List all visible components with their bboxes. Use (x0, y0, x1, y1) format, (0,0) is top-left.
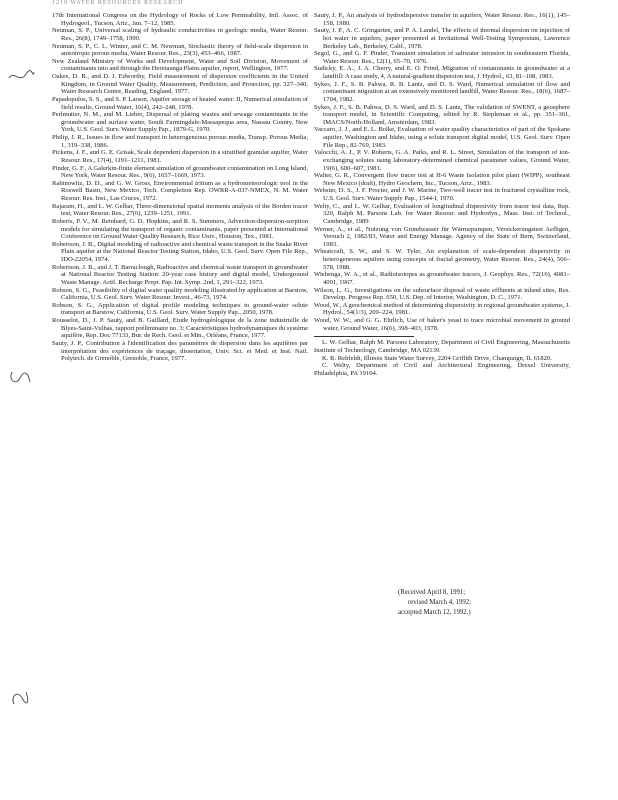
reference-entry: Robertson, J. B., Digital modeling of radioactive and chemical waste transport in the Snake River Plain aquifer at the National Reactor Testing Station, Idaho, U.S. Geol. Surv. Open File Rep., IDO-22054, 1974. (52, 240, 308, 263)
reference-entry: Rousselot, D., J. P. Sauty, and B. Gaillard, Etude hydrogéologique de la zone industrielle de Blyes-Saint-Vulbas, rapport préliminaire no. 3: Caractéristiques hydrodynamiques du système aquifère, Rep. Doc 77133, Bur. de Rech. Geol. et Min., Orléans, France, 1977. (52, 317, 308, 340)
author-affiliation: L. W. Gelhar, Ralph M. Parsons Laboratory, Department of Civil Engineering, Massachusetts Institute of Technology, Cambridge, MA 02139. (314, 339, 570, 354)
accepted-date: accepted March 12, 1992.) (398, 609, 471, 616)
reference-entry: Segol, G., and G. F. Pinder, Transient simulation of saltwater intrusion in southeastern Florida, Water Resour. Res., 12(1), 65–70, 1976. (314, 50, 570, 65)
reference-entry: Sauty, J. P., Contribution à l'identification des paramètres de dispersion dans les aquifères par interprétation des expériences de traçage, dissertation, Univ. Sci. et Med. et Inst. Natl. Polytech. de Grenoble, Grenoble, France, 1977. (52, 339, 308, 363)
reference-entry: Sauty, J. P., An analysis of hydrodispersive transfer in aquifers, Water Resour. Res., 16(1), 145–158, 1980. (314, 12, 570, 27)
received-date: (Received April 8, 1991; (398, 589, 466, 596)
reference-entry: Neuman, S. P., Universal scaling of hydraulic conductivities in geologic media, Water Resour. Res., 26(8), 1749–1758, 1990. (52, 27, 308, 42)
reference-entry: Valocchi, A. J., P. V. Roberts, G. A. Parks, and R. L. Street, Simulation of the transport of ion-exchanging solutes using laboratory-determined chemical parameter values, Ground Water, 19(6), 600–607, 1981. (314, 149, 570, 172)
right-reference-column (314, 12, 570, 377)
reference-entry: Vaccaro, J. J., and E. L. Bolke, Evaluation of water quality characteristics of part of the Spokane aquifer, Washington and Idaho, using a solute transport digital model, U.S. Geol. Surv. Open File Rep., 82-769, 1983. (314, 126, 570, 149)
reference-entry: Sudicky, E. A., J. A. Cherry, and E. O. Frind, Migration of contaminants in groundwater at a landfill: A case study, 4, A natural-gradient dispersion test, J. Hydrol., 63, 81–108, 1983. (314, 65, 570, 80)
reference-entry: Sauty, J. P., A. C. Gringarten, and P. A. Landel, The effects of thermal dispersion on injection of hot water in aquifers, paper presented at Invitational Well-Testing Symposium, Lawrence Berkeley Lab., Berkeley, Calif., 1978. (314, 27, 570, 50)
reference-entry: Sykes, J. F., S. B. Pahwa, D. S. Ward, and D. S. Lantz, The validation of SWENT, a geosphere transport model, in Scientific Computing, edited by R. Stepleman et al., pp. 351–361, IMACS/North-Holland, Amsterdam, 1983. (314, 103, 570, 126)
reference-entry: Perlmutter, N. M., and M. Lieber, Dispersal of plating wastes and sewage contaminants in the groundwater and surface water, South Farmingdale-Massapequa area, Nassau County, New York, U.S. Geol. Surv. Water Supply Pap., 1879-G, 1970. (52, 111, 308, 134)
reference-entry: Wood, W., A geochemical method of determining dispersivity in regional groundwater systems, J. Hydrol., 54(1/3), 209–224, 1981. (314, 301, 570, 317)
reference-entry: Rabinowitz, D. D., and G. W. Gross, Environmental tritium as a hydrometeorologic tool in the Roswell Basin, New Mexico, Tech. Completion Rep. OWRR-A-037-NMEX, N. M. Water Resour. Res. Inst., Las Cruces, 1972. (52, 179, 308, 202)
reference-entry: Wiebenga, W. A., et al., Radioisotopes as groundwater tracers, J. Geophys. Res., 72(16), 4081–4091, 1967. (314, 271, 570, 286)
reference-entry: Robertson, J. B., and J. T. Barraclough, Radioactive and chemical waste transport in groundwater at National Reactor Testing Station: 20-year case history and digital model, Underground Waste Manage. Artif. Recharge Prepr. Pap. Int. Symp. 2nd, 1, 291–322, 1973. (52, 263, 308, 286)
reference-entry: Welty, C., and L. W. Gelhar, Evaluation of longitudinal dispersivity from tracer test data, Rep. 320, Ralph M. Parsons Lab. for Water Resour. and Hydrodyn., Mass. Inst. of Technol., Cambridge, 1989. (314, 202, 570, 225)
reference-entry: Pinder, G. F., A Galerkin-finite element simulation of groundwater contamination on Long Island, New York, Water Resour. Res., 9(6), 1657–1669, 1973. (52, 164, 308, 180)
reference-entry: Wheatcraft, S. W., and S. W. Tyler, An explanation of scale-dependent dispersivity in heterogeneous aquifers using concepts of fractal geometry, Water Resour. Res., 24(4), 566–578, 1988. (314, 248, 570, 271)
reference-entry: Sykes, J. F., S. B. Pahwa, R. B. Lantz, and D. S. Ward, Numerical simulation of flow and contaminant migration at an extensively monitored landfill, Water Resour. Res., 18(6), 1687–1704, 1982. (314, 80, 570, 103)
reference-entry: Wilson, L. G., Investigations on the subsurface disposal of waste effluents at inland sites, Res. Develop. Progress Rep. 650, U.S. Dep. of Interior, Washington, D. C., 1971. (314, 286, 570, 302)
reference-entry: 17th International Congress on the Hydrology of Rocks of Low Permeability, Intl. Assoc. of Hydrogeol., Tucson, Ariz., Jan. 7–12, 1985. (52, 12, 308, 27)
received-dates (398, 588, 548, 618)
margin-scribble-mark (6, 688, 36, 708)
affiliation-divider (314, 336, 414, 337)
reference-entry: New Zealand Ministry of Works and Development, Water and Soil Division, Movement of contaminants into and through the Heretaunga Plains aquifer, report, Wellington, 1977. (52, 57, 308, 73)
reference-entry: Pickens, J. F., and G. E. Grisak, Scale dependent dispersion in a stratified granular aquifer, Water Resour. Res., 17(4), 1191–1211, 1981. (52, 149, 308, 164)
reference-entry: Neuman, S. P., C. L. Winter, and C. M. Newman, Stochastic theory of field-scale dispersion in anisotropic porous media, Water Resour. Res., 23(3), 453–466, 1987. (52, 42, 308, 58)
running-header-text: 1210 WATER RESOURCES RESEARCH (52, 0, 184, 6)
left-reference-column (52, 12, 308, 363)
reference-entry: Papadopulos, S. S., and S. P. Larson, Aquifer storage of heated water: II, Numerical simulation of field results, Ground Water, 16(4), 242–248, 1978. (52, 95, 308, 111)
reference-entry: Oakes, D. B., and D. J. Edworthy, Field measurement of dispersion coefficients in the United Kingdom, in Ground Water Quality, Measurement, Prediction, and Protection, pp. 327–340, Water Research Centre, Reading, England, 1977. (52, 73, 308, 96)
reference-entry: Roberts, P. V., M. Reinhard, G. D. Hopkins, and R. S. Summers, Advection-dispersion-sorption models for simulating the transport of organic contaminants, paper presented at International Conference on Ground Water Quality Research, Rice Univ., Houston, Tex., 1981. (52, 217, 308, 241)
reference-entry: Robson, S. G., Feasibility of digital water quality modeling illustrated by application at Barstow, California, U.S. Geol. Surv. Water Resour. Invest., 46-73, 1974. (52, 286, 308, 302)
reference-entry: Werner, A., et al., Nutzung von Grundwasser für Wärmepumpen, Versickerungstest Aefligen, Versuch 2, 1982/83, Water and Energy Manage. Agency of the State of Bern, Switzerland, 1983. (314, 225, 570, 248)
margin-scribble-mark (6, 66, 36, 86)
running-header (52, 0, 592, 8)
author-affiliation: K. R. Rehfeldt, Illinois State Water Survey, 2204 Griffith Drive, Champaign, IL 61820. (322, 354, 552, 362)
reference-entry: Wood, W. W., and G. G. Ehrlich, Use of baker's yeast to trace microbial movement in ground water, Ground Water, 16(6), 398–403, 1978. (314, 317, 570, 332)
reference-entry: Robson, S. G., Application of digital profile modeling techniques to ground-water solute transport at Barstow, California, U.S. Geol. Surv. Water Supply Pap., 2050, 1978. (52, 301, 308, 317)
margin-scribble-mark (6, 368, 36, 388)
reference-entry: Webster, D. S., J. F. Procter, and J. W. Marine, Two-well tracer test in fractured crystalline rock, U.S. Geol. Surv. Water Supply Pap., 1544-I, 1970. (314, 187, 570, 202)
reference-entry: Walter, G. R., Convergent flow tracer test at H-6 Waste Isolation pilot plant (WIPP), southeast New Mexico (draft), Hydro Geochem, Inc., Tucson, Ariz., 1983. (314, 172, 570, 187)
author-affiliation: C. Welty, Department of Civil and Architectural Engineering, Drexel University, Philadelphia, PA 19104. (314, 362, 570, 377)
revised-date: revised March 4, 1992; (408, 599, 472, 606)
reference-entry: Rajaram, H., and L. W. Gelhar, Three-dimensional spatial moments analysis of the Borden tracer test, Water Resour. Res., 27(6), 1239–1251, 1991. (52, 202, 308, 218)
reference-entry: Philip, J. R., Issues in flow and transport in heterogeneous porous media, Transp. Porous Media, 1, 319–338, 1986. (52, 134, 308, 149)
